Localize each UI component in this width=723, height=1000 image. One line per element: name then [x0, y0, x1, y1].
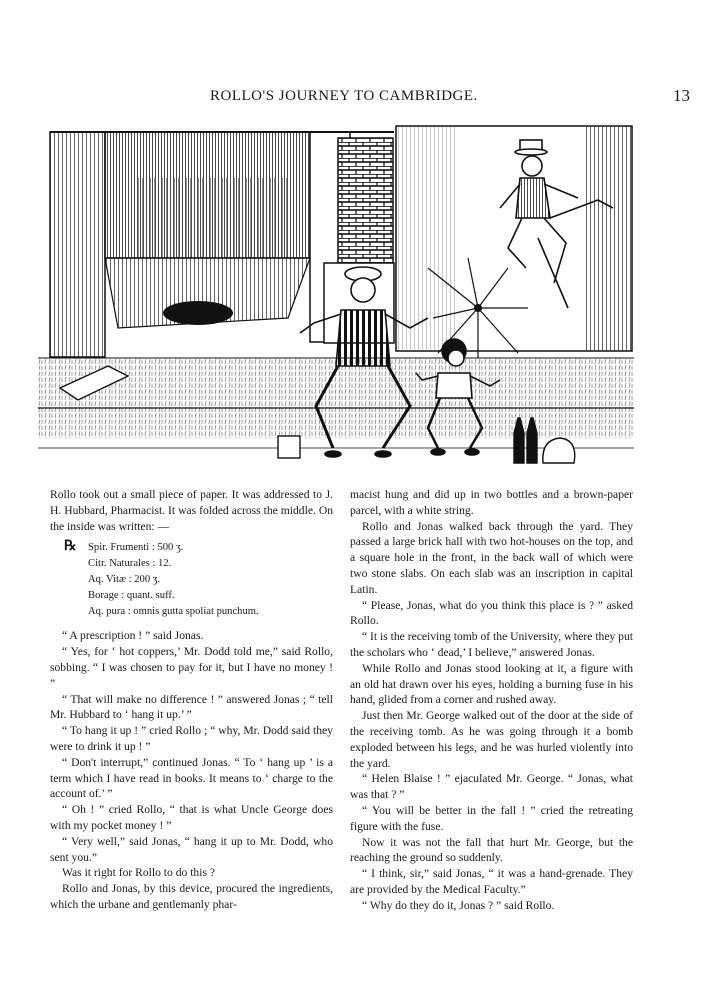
intro-paragraph: Rollo took out a small piece of paper. It was addressed to J. H. Hubbard, Pharmacist. It was folded across the middle. On the inside was written: — [50, 488, 333, 533]
paragraph: “ A prescription ! ” said Jonas. [62, 629, 204, 643]
paragraph: Rollo and Jonas, by this device, procured the ingredients, which the urbane and gentlemanly phar- [50, 882, 333, 911]
paragraph: “ You will be better in the fall ! ” cried the retreating figure with the fuse. [350, 803, 633, 833]
prescription-line: ℞ Spir. Frumenti : 500 ʒ. [64, 539, 184, 555]
prescription-line: Aq. pura : omnis gutta spoliat punchum. [88, 606, 259, 618]
pen-and-ink-illustration [38, 118, 634, 473]
paragraph: “ It is the receiving tomb of the University, where they put the scholars who ‘ dead,’ I believe,” answered Jonas. [350, 630, 633, 659]
paragraph: “ Yes, for ‘ hot coppers,’ Mr. Dodd told me,” said Rollo, sobbing. “ I was chosen to pay for it, but I have no money ! ” [50, 645, 333, 690]
paragraph: macist hung and did up in two bottles and a brown-paper parcel, with a white string. [350, 488, 633, 517]
paragraph: “ That will make no difference ! ” answered Jonas ; “ tell Mr. Hubbard to ‘ hang it up.’ ” [50, 692, 333, 722]
paragraph: “ Very well,” said Jonas, “ hang it up to Mr. Dodd, who sent you.” [50, 834, 333, 864]
paragraph: Just then Mr. George walked out of the door at the side of the receiving tomb. As he was going through it a bomb exploded between his legs, and he was hurled violently into the yard. [350, 709, 633, 770]
prescription-line: Aq. Vitæ : 200 ʒ. [88, 574, 161, 586]
left-text-column [50, 487, 333, 913]
paragraph: While Rollo and Jonas stood looking at it, a figure with an old hat drawn over his eyes, holding a burning fuse in his hand, glided from a corner and rushed away. [350, 661, 633, 707]
prescription-line: Citr. Naturales : 12. [88, 558, 172, 570]
paragraph: “ Why do they do it, Jonas ? ” said Rollo. [362, 898, 555, 912]
prescription-block [64, 540, 333, 620]
paragraph: “ Don't interrupt,” continued Jonas. “ To ‘ hang up ’ is a term which I have read in books. It means to ‘ charge to the account of.’ ” [50, 755, 333, 801]
right-panel-background [396, 126, 632, 358]
running-title: ROLLO'S JOURNEY TO CAMBRIDGE. [210, 88, 478, 104]
paragraph: “ Helen Blaise ! ” ejaculated Mr. George. “ Jonas, what was that ? ” [350, 772, 633, 802]
right-text-column [350, 487, 633, 914]
paragraph: Rollo and Jonas walked back through the yard. They passed a large brick hall with two hot-houses on the top, and a square hole in the front, in the back wall of which were two stone slabs. On each slab was an inscription in capital Latin. [350, 519, 633, 596]
recipe-symbol: ℞ [64, 539, 77, 555]
paragraph: Now it was not the fall that hurt Mr. George, but the reaching the ground so suddenly. [350, 835, 633, 865]
paragraph: “ To hang it up ! ” cried Rollo ; “ why, Mr. Dodd said they were to drink it up ! ” [50, 724, 333, 753]
paragraph: “ Please, Jonas, what do you think this place is ? ” asked Rollo. [350, 598, 633, 628]
page-number: 13 [673, 86, 690, 105]
paragraph: “ I think, sir,” said Jonas, “ it was a hand-grenade. They are provided by the Medical Faculty.” [350, 867, 633, 896]
paragraph: Was it right for Rollo to do this ? [62, 866, 215, 880]
running-head [60, 86, 690, 112]
paragraph: “ Oh ! ” cried Rollo, “ that is what Uncle George does with my pocket money ! ” [50, 803, 333, 832]
prescription-line: Borage : quant. suff. [88, 590, 175, 602]
